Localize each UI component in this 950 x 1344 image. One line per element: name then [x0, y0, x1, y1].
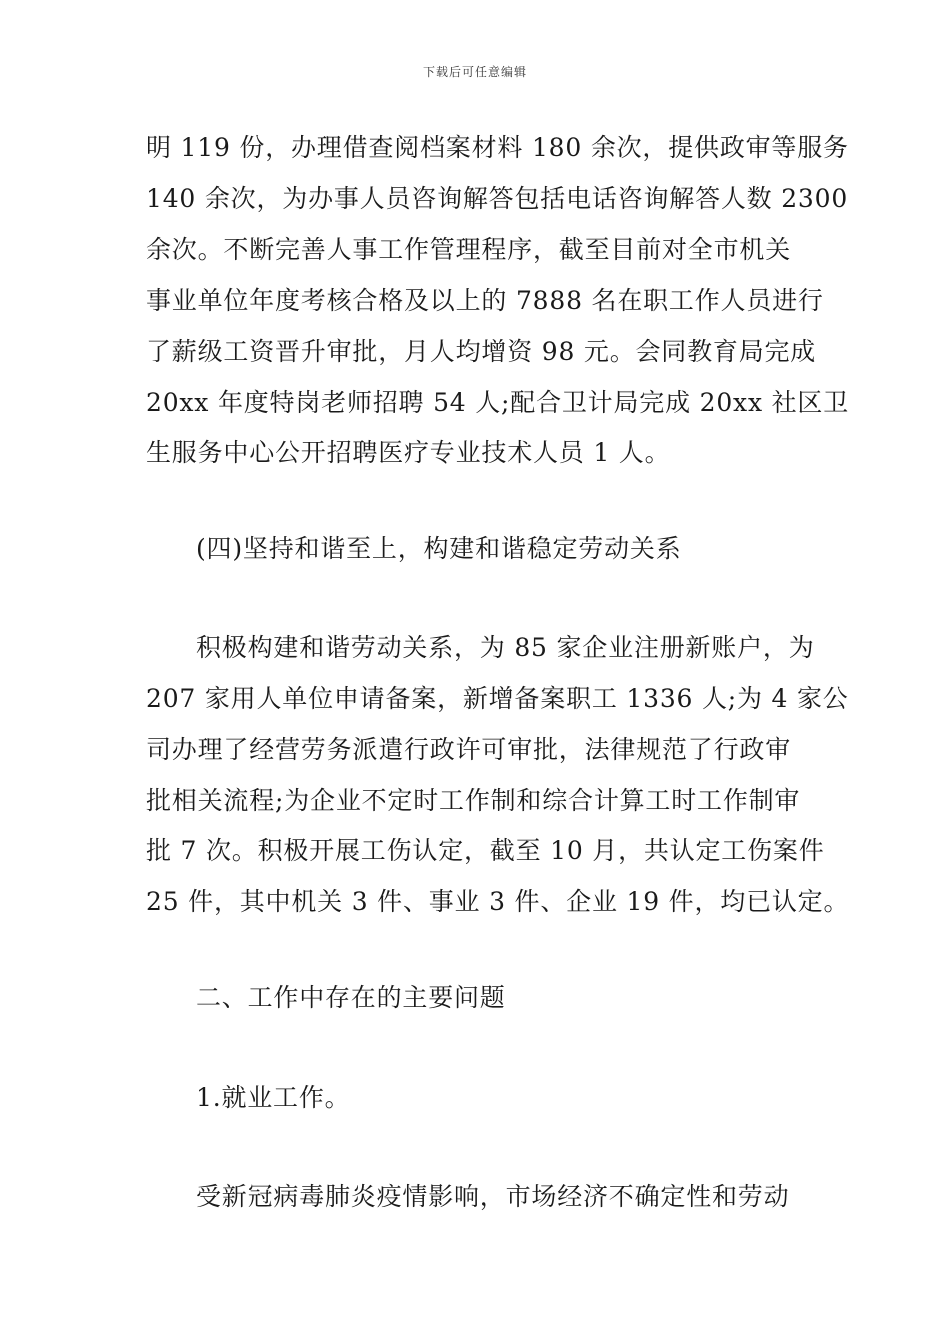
paragraph-1-line-4: 事业单位年度考核合格及以上的 7888 名在职工作人员进行 [146, 286, 824, 315]
paragraph-2-line-2: 207 家用人单位申请备案，新增备案职工 1336 人;为 4 家公 [146, 684, 849, 713]
paragraph-3-line-1: 受新冠病毒肺炎疫情影响，市场经济不确定性和劳动 [196, 1182, 790, 1211]
paragraph-1-line-6: 20xx 年度特岗老师招聘 54 人;配合卫计局完成 20xx 社区卫 [146, 388, 849, 417]
paragraph-2-line-4: 批相关流程;为企业不定时工作制和综合计算工时工作制审 [146, 786, 801, 815]
paragraph-1-line-7: 生服务中心公开招聘医疗专业技术人员 1 人。 [146, 438, 671, 467]
paragraph-1-line-5: 了薪级工资晋升审批，月人均增资 98 元。会同教育局完成 [146, 337, 817, 366]
paragraph-2-line-6: 25 件，其中机关 3 件、事业 3 件、企业 19 件，均已认定。 [146, 887, 850, 916]
paragraph-1-line-1: 明 119 份，办理借查阅档案材料 180 余次，提供政审等服务 [146, 133, 849, 162]
section-2-heading: 二、工作中存在的主要问题 [196, 983, 506, 1012]
paragraph-1-line-3: 余次。不断完善人事工作管理程序，截至目前对全市机关 [146, 235, 792, 264]
paragraph-2-line-3: 司办理了经营劳务派遣行政许可审批，法律规范了行政审 [146, 735, 792, 764]
paragraph-2-line-1: 积极构建和谐劳动关系，为 85 家企业注册新账户，为 [196, 633, 815, 662]
header-note: 下载后可任意编辑 [422, 65, 527, 79]
paragraph-1-line-2: 140 余次，为办事人员咨询解答包括电话咨询解答人数 2300 [146, 184, 849, 213]
item-1-heading: 1.就业工作。 [196, 1083, 351, 1112]
heading-4: (四)坚持和谐至上，构建和谐稳定劳动关系 [196, 534, 682, 563]
paragraph-2-line-5: 批 7 次。积极开展工伤认定，截至 10 月，共认定工伤案件 [146, 836, 825, 865]
